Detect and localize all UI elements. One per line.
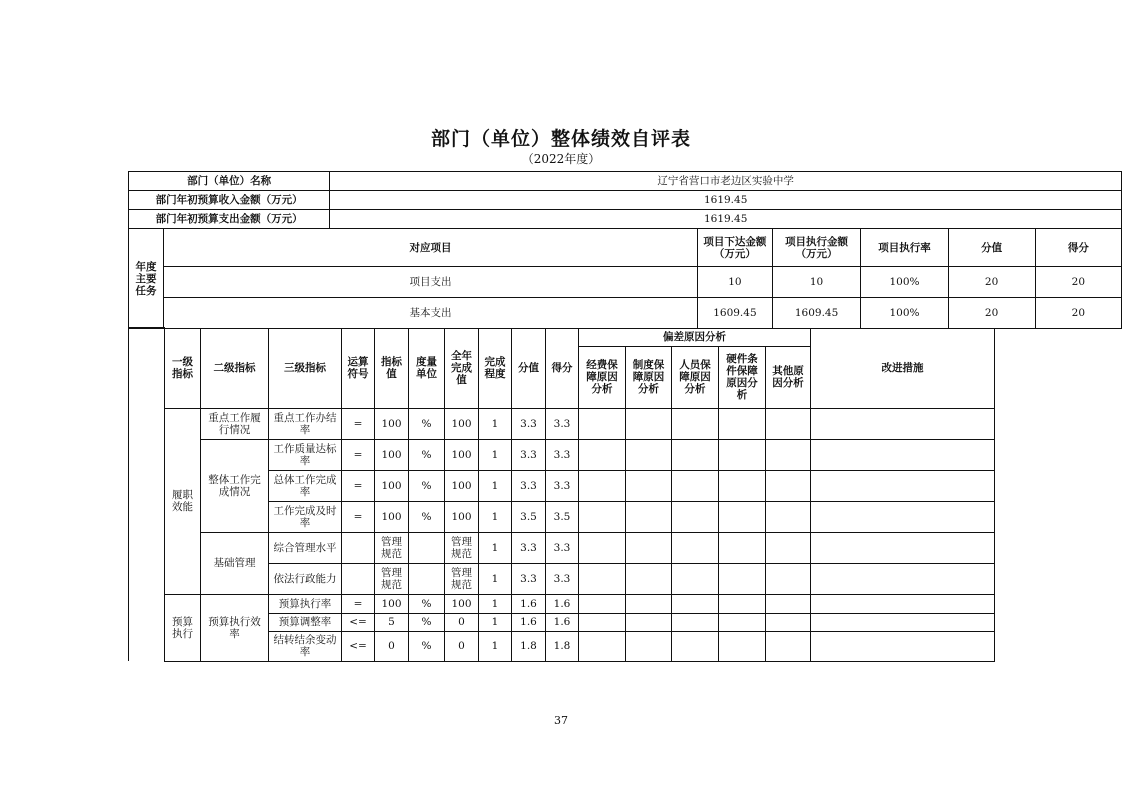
system-reason-cell <box>626 563 672 594</box>
level3-cell: 重点工作办结 率 <box>269 408 342 439</box>
income-label: 部门年初预算收入金额（万元） <box>129 191 330 210</box>
col-got: 得分 <box>546 328 579 408</box>
task-score: 20 <box>948 298 1035 329</box>
income-row <box>129 191 1122 210</box>
improvement-cell <box>811 594 995 613</box>
page-number: 37 <box>554 714 568 727</box>
target-cell: 0 <box>375 631 409 661</box>
col-project: 对应项目 <box>163 229 697 267</box>
level3-cell: 依法行政能力 <box>269 563 342 594</box>
improvement-cell <box>811 613 995 631</box>
unit-cell: % <box>409 470 445 501</box>
indicators-table <box>128 327 995 662</box>
dept-name-row <box>129 172 1122 191</box>
level1-cell: 履职 效能 <box>165 408 201 594</box>
improvement-cell <box>811 631 995 661</box>
funding-reason-cell <box>579 613 626 631</box>
system-reason-cell <box>626 613 672 631</box>
score-cell: 1.8 <box>512 631 546 661</box>
degree-cell: 1 <box>479 501 512 532</box>
hardware-reason-cell <box>719 631 766 661</box>
tasks-header-row <box>129 229 1122 267</box>
level2-cell: 重点工作履 行情况 <box>201 408 269 439</box>
actual-cell: 100 <box>445 501 479 532</box>
other-reason-cell <box>766 631 811 661</box>
col-degree: 完成 程度 <box>479 328 512 408</box>
table-row <box>129 439 995 470</box>
col-unit: 度量 单位 <box>409 328 445 408</box>
score-cell: 1.6 <box>512 594 546 613</box>
actual-cell: 100 <box>445 408 479 439</box>
unit-cell: % <box>409 501 445 532</box>
funding-reason-cell <box>579 408 626 439</box>
table-row <box>129 408 995 439</box>
level2-cell: 预算执行效 率 <box>201 594 269 661</box>
improvement-cell <box>811 408 995 439</box>
funding-reason-cell <box>579 594 626 613</box>
other-reason-cell <box>766 470 811 501</box>
task-got: 20 <box>1035 298 1121 329</box>
col-issued: 项目下达金额 （万元） <box>698 229 773 267</box>
got-cell: 1.6 <box>546 594 579 613</box>
hardware-reason-cell <box>719 470 766 501</box>
other-reason-cell <box>766 613 811 631</box>
dept-name-value: 辽宁省营口市老边区实验中学 <box>330 172 1122 191</box>
got-cell: 1.8 <box>546 631 579 661</box>
improvement-cell <box>811 470 995 501</box>
score-cell: 3.3 <box>512 408 546 439</box>
target-cell: 100 <box>375 501 409 532</box>
operator-cell <box>342 532 375 563</box>
got-cell: 1.6 <box>546 613 579 631</box>
level3-cell: 综合管理水平 <box>269 532 342 563</box>
system-reason-cell <box>626 501 672 532</box>
unit-cell: % <box>409 631 445 661</box>
col-level2: 二级指标 <box>201 328 269 408</box>
task-issued: 1609.45 <box>698 298 773 329</box>
col-score: 分值 <box>512 328 546 408</box>
col-level3: 三级指标 <box>269 328 342 408</box>
staff-reason-cell <box>672 594 719 613</box>
col-improvement: 改进措施 <box>811 328 995 408</box>
actual-cell: 0 <box>445 613 479 631</box>
level3-cell: 预算执行率 <box>269 594 342 613</box>
funding-reason-cell <box>579 439 626 470</box>
funding-reason-cell <box>579 470 626 501</box>
funding-reason-cell <box>579 563 626 594</box>
got-cell: 3.3 <box>546 470 579 501</box>
staff-reason-cell <box>672 501 719 532</box>
unit-cell: % <box>409 408 445 439</box>
other-reason-cell <box>766 594 811 613</box>
staff-reason-cell <box>672 408 719 439</box>
degree-cell: 1 <box>479 563 512 594</box>
col-actual: 全年 完成 值 <box>445 328 479 408</box>
unit-cell: % <box>409 594 445 613</box>
unit-cell <box>409 532 445 563</box>
other-reason-cell <box>766 501 811 532</box>
got-cell: 3.3 <box>546 532 579 563</box>
target-cell: 5 <box>375 613 409 631</box>
col-funding-reason: 经费保 障原因 分析 <box>579 346 626 408</box>
task-rate: 100% <box>861 298 948 329</box>
operator-cell: <= <box>342 613 375 631</box>
task-row <box>129 267 1122 298</box>
other-reason-cell <box>766 439 811 470</box>
level1-cell: 预算 执行 <box>165 594 201 661</box>
degree-cell: 1 <box>479 439 512 470</box>
unit-cell <box>409 563 445 594</box>
task-rate: 100% <box>861 267 948 298</box>
system-reason-cell <box>626 408 672 439</box>
col-operator: 运算 符号 <box>342 328 375 408</box>
col-level1: 一级 指标 <box>165 328 201 408</box>
operator-cell <box>342 563 375 594</box>
hardware-reason-cell <box>719 563 766 594</box>
task-executed: 10 <box>772 267 861 298</box>
operator-cell: = <box>342 408 375 439</box>
target-cell: 100 <box>375 470 409 501</box>
system-reason-cell <box>626 631 672 661</box>
actual-cell: 100 <box>445 470 479 501</box>
staff-reason-cell <box>672 439 719 470</box>
operator-cell: = <box>342 470 375 501</box>
expense-row <box>129 210 1122 229</box>
degree-cell: 1 <box>479 613 512 631</box>
task-score: 20 <box>948 267 1035 298</box>
actual-cell: 100 <box>445 594 479 613</box>
hardware-reason-cell <box>719 594 766 613</box>
other-reason-cell <box>766 532 811 563</box>
expense-label: 部门年初预算支出金额（万元） <box>129 210 330 229</box>
target-cell: 管理 规范 <box>375 563 409 594</box>
score-cell: 3.3 <box>512 532 546 563</box>
score-cell: 3.3 <box>512 470 546 501</box>
page-subtitle: （2022年度） <box>521 152 601 166</box>
col-system-reason: 制度保 障原因 分析 <box>626 346 672 408</box>
task-item: 基本支出 <box>163 298 697 329</box>
level2-cell: 整体工作完 成情况 <box>201 439 269 532</box>
target-cell: 管理 规范 <box>375 532 409 563</box>
actual-cell: 管理 规范 <box>445 532 479 563</box>
actual-cell: 管理 规范 <box>445 563 479 594</box>
table-row <box>129 594 995 613</box>
system-reason-cell <box>626 532 672 563</box>
improvement-cell <box>811 532 995 563</box>
score-cell: 1.6 <box>512 613 546 631</box>
col-target: 指标 值 <box>375 328 409 408</box>
degree-cell: 1 <box>479 532 512 563</box>
unit-cell: % <box>409 439 445 470</box>
target-cell: 100 <box>375 594 409 613</box>
indicator-header-row <box>129 328 995 346</box>
operator-cell: = <box>342 501 375 532</box>
col-rate: 项目执行率 <box>861 229 948 267</box>
funding-reason-cell <box>579 501 626 532</box>
hardware-reason-cell <box>719 501 766 532</box>
system-reason-cell <box>626 439 672 470</box>
deviation-header: 偏差原因分析 <box>579 328 811 346</box>
actual-cell: 100 <box>445 439 479 470</box>
got-cell: 3.3 <box>546 563 579 594</box>
target-cell: 100 <box>375 439 409 470</box>
level3-cell: 工作质量达标 率 <box>269 439 342 470</box>
staff-reason-cell <box>672 532 719 563</box>
income-value: 1619.45 <box>330 191 1122 210</box>
task-executed: 1609.45 <box>772 298 861 329</box>
level3-cell: 总体工作完成 率 <box>269 470 342 501</box>
col-executed: 项目执行金额 （万元） <box>772 229 861 267</box>
task-issued: 10 <box>698 267 773 298</box>
summary-table <box>128 171 1122 329</box>
hardware-reason-cell <box>719 439 766 470</box>
target-cell: 100 <box>375 408 409 439</box>
page-title: 部门（单位）整体绩效自评表 <box>430 128 691 150</box>
operator-cell: = <box>342 594 375 613</box>
degree-cell: 1 <box>479 631 512 661</box>
task-got: 20 <box>1035 267 1121 298</box>
improvement-cell <box>811 501 995 532</box>
system-reason-cell <box>626 594 672 613</box>
level3-cell: 结转结余变动 率 <box>269 631 342 661</box>
improvement-cell <box>811 439 995 470</box>
degree-cell: 1 <box>479 408 512 439</box>
score-cell: 3.3 <box>512 563 546 594</box>
level3-cell: 预算调整率 <box>269 613 342 631</box>
staff-reason-cell <box>672 631 719 661</box>
hardware-reason-cell <box>719 613 766 631</box>
task-row <box>129 298 1122 329</box>
other-reason-cell <box>766 408 811 439</box>
left-spacer <box>129 328 165 661</box>
col-got: 得分 <box>1035 229 1121 267</box>
other-reason-cell <box>766 563 811 594</box>
system-reason-cell <box>626 470 672 501</box>
staff-reason-cell <box>672 613 719 631</box>
col-score: 分值 <box>948 229 1035 267</box>
score-cell: 3.5 <box>512 501 546 532</box>
degree-cell: 1 <box>479 470 512 501</box>
score-cell: 3.3 <box>512 439 546 470</box>
hardware-reason-cell <box>719 532 766 563</box>
staff-reason-cell <box>672 470 719 501</box>
unit-cell: % <box>409 613 445 631</box>
got-cell: 3.3 <box>546 439 579 470</box>
funding-reason-cell <box>579 532 626 563</box>
actual-cell: 0 <box>445 631 479 661</box>
staff-reason-cell <box>672 563 719 594</box>
got-cell: 3.3 <box>546 408 579 439</box>
level3-cell: 工作完成及时 率 <box>269 501 342 532</box>
improvement-cell <box>811 563 995 594</box>
col-other-reason: 其他原 因分析 <box>766 346 811 408</box>
tasks-section-label: 年度 主要 任务 <box>129 229 164 329</box>
table-row <box>129 532 995 563</box>
funding-reason-cell <box>579 631 626 661</box>
operator-cell: = <box>342 439 375 470</box>
level2-cell: 基础管理 <box>201 532 269 594</box>
col-hardware-reason: 硬件条 件保障 原因分 析 <box>719 346 766 408</box>
operator-cell: <= <box>342 631 375 661</box>
expense-value: 1619.45 <box>330 210 1122 229</box>
task-item: 项目支出 <box>163 267 697 298</box>
col-staff-reason: 人员保 障原因 分析 <box>672 346 719 408</box>
got-cell: 3.5 <box>546 501 579 532</box>
hardware-reason-cell <box>719 408 766 439</box>
dept-name-label: 部门（单位）名称 <box>129 172 330 191</box>
degree-cell: 1 <box>479 594 512 613</box>
